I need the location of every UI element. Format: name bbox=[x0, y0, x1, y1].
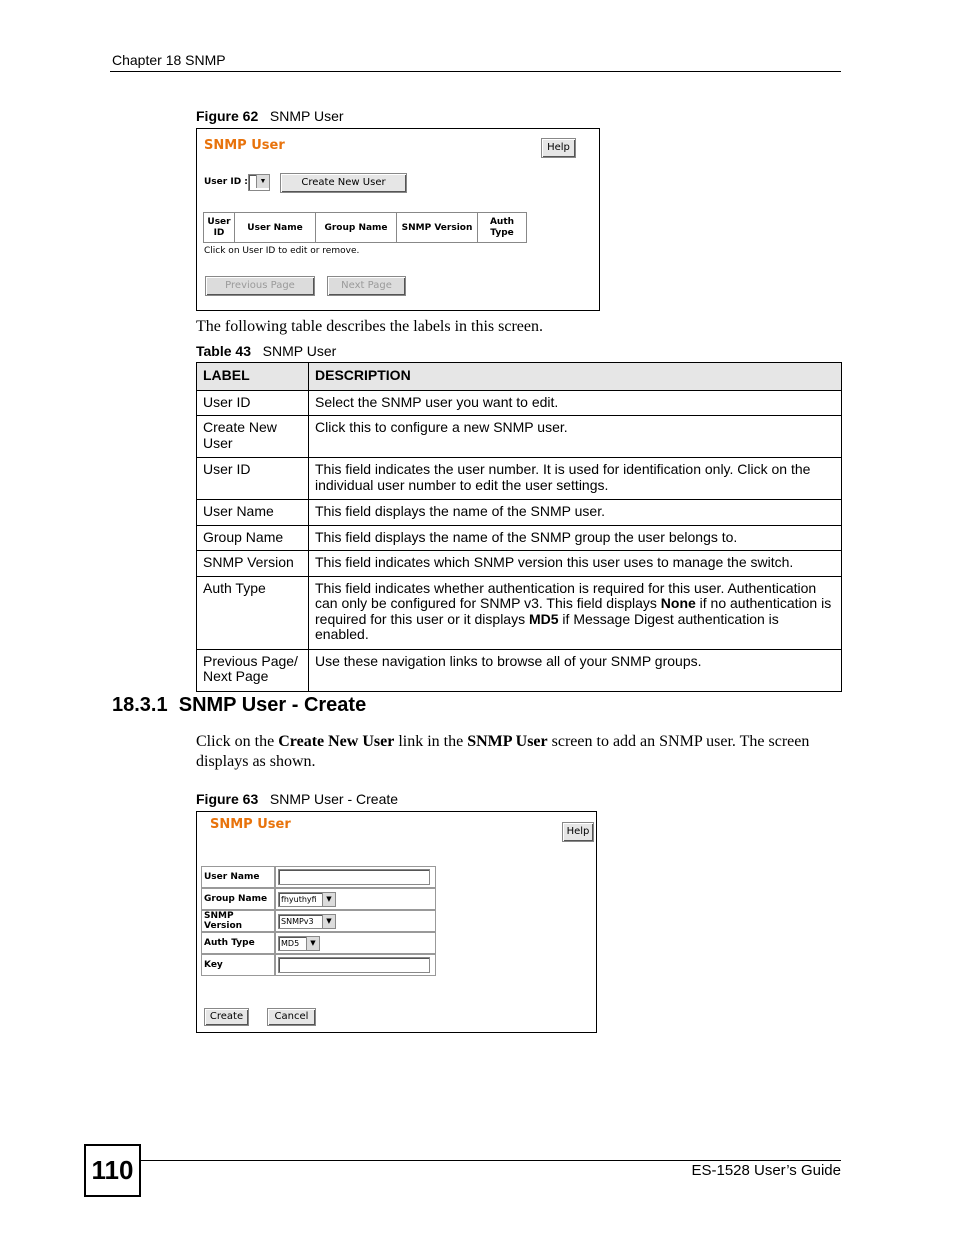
table-row bbox=[197, 458, 842, 500]
create-user-form bbox=[201, 866, 436, 976]
figure-63-caption bbox=[196, 791, 398, 807]
screen-title: SNMP User bbox=[210, 817, 291, 832]
help-button[interactable]: Help bbox=[562, 822, 594, 842]
section-title: SNMP User - Create bbox=[178, 694, 367, 716]
key-input[interactable] bbox=[278, 957, 430, 973]
table-row bbox=[197, 525, 842, 551]
bold-create-new-user: Create New User bbox=[278, 733, 395, 750]
chevron-down-icon: ▼ bbox=[322, 893, 335, 906]
snmp-version-select[interactable]: SNMPv3 ▼ bbox=[278, 914, 336, 929]
snmp-user-screenshot bbox=[196, 128, 600, 311]
chapter-header: Chapter 18 SNMP bbox=[112, 52, 226, 68]
table-row bbox=[197, 576, 842, 649]
create-button[interactable]: Create bbox=[204, 1008, 249, 1026]
guide-title: ES-1528 User’s Guide bbox=[691, 1162, 841, 1179]
column-header-snmp-version: SNMP Version bbox=[397, 213, 478, 243]
row-description: Use these navigation links to browse all of your SNMP groups. bbox=[309, 649, 842, 691]
next-page-button[interactable]: Next Page bbox=[327, 276, 406, 296]
figure-label: Figure 63 bbox=[196, 791, 259, 807]
row-description: Select the SNMP user you want to edit. bbox=[309, 390, 842, 416]
user-id-select[interactable] bbox=[248, 174, 270, 191]
row-label: Create New User bbox=[197, 416, 309, 458]
header-label: LABEL bbox=[197, 363, 309, 391]
label-description-table bbox=[196, 362, 842, 692]
user-id-label: User ID : bbox=[204, 177, 248, 187]
row-label: User ID bbox=[197, 390, 309, 416]
help-button[interactable]: Help bbox=[541, 138, 576, 158]
snmp-version-label: SNMP Version bbox=[201, 910, 275, 932]
group-name-select[interactable]: fhyuthyfi ▼ bbox=[278, 892, 336, 907]
bold-snmp-user: SNMP User bbox=[467, 733, 548, 750]
header-rule bbox=[110, 71, 841, 72]
auth-type-label: Auth Type bbox=[201, 932, 275, 954]
user-name-label: User Name bbox=[201, 866, 275, 888]
section-number: 18.3.1 bbox=[112, 694, 168, 716]
figure-title: SNMP User - Create bbox=[269, 791, 399, 807]
row-description: This field indicates which SNMP version this user uses to manage the switch. bbox=[309, 551, 842, 577]
table-title: SNMP User bbox=[262, 343, 337, 359]
create-new-user-button[interactable]: Create New User bbox=[280, 173, 407, 193]
bold-none: None bbox=[660, 595, 696, 611]
figure-label: Figure 62 bbox=[196, 108, 259, 124]
figure-62-caption bbox=[196, 108, 344, 124]
column-header-user-id: User ID bbox=[204, 213, 235, 243]
column-header-auth-type: Auth Type bbox=[478, 213, 527, 243]
edit-hint: Click on User ID to edit or remove. bbox=[204, 246, 360, 256]
footer-rule bbox=[139, 1160, 841, 1161]
row-label: Previous Page/ Next Page bbox=[197, 649, 309, 691]
snmp-user-list-table bbox=[203, 212, 527, 243]
user-name-input[interactable] bbox=[278, 869, 430, 885]
page-number: 110 bbox=[84, 1144, 141, 1197]
row-label: User Name bbox=[197, 500, 309, 526]
chevron-down-icon: ▼ bbox=[306, 937, 319, 950]
column-header-user-name: User Name bbox=[235, 213, 316, 243]
table-row bbox=[197, 416, 842, 458]
column-header-group-name: Group Name bbox=[316, 213, 397, 243]
chevron-down-icon: ▼ bbox=[256, 175, 269, 188]
row-description: Click this to configure a new SNMP user. bbox=[309, 416, 842, 458]
snmp-user-create-screenshot bbox=[196, 811, 597, 1033]
row-label: User ID bbox=[197, 458, 309, 500]
header-description: DESCRIPTION bbox=[309, 363, 842, 391]
intro-text: The following table describes the labels in this screen. bbox=[196, 318, 544, 335]
screen-title: SNMP User bbox=[204, 138, 285, 153]
row-label: Auth Type bbox=[197, 576, 309, 649]
row-description: This field displays the name of the SNMP group the user belongs to. bbox=[309, 525, 842, 551]
row-description: This field displays the name of the SNMP user. bbox=[309, 500, 842, 526]
row-label: Group Name bbox=[197, 525, 309, 551]
table-row bbox=[197, 649, 842, 691]
table-row bbox=[197, 390, 842, 416]
figure-title: SNMP User bbox=[269, 108, 344, 124]
key-label: Key bbox=[201, 954, 275, 976]
table-43-caption bbox=[196, 343, 336, 359]
auth-type-select[interactable]: MD5 ▼ bbox=[278, 936, 320, 951]
section-paragraph: Click on the Create New User link in the SNMP User screen to add an SNMP user. The screen displays as shown. bbox=[196, 733, 810, 770]
chevron-down-icon: ▼ bbox=[322, 915, 335, 928]
row-label: SNMP Version bbox=[197, 551, 309, 577]
table-row bbox=[197, 500, 842, 526]
table-row bbox=[197, 551, 842, 577]
table-header-row bbox=[197, 363, 842, 391]
section-heading bbox=[112, 694, 366, 717]
row-description: This field indicates the user number. It is used for identification only. Click on the individual user number to edit the user settings. bbox=[309, 458, 842, 500]
cancel-button[interactable]: Cancel bbox=[267, 1008, 316, 1026]
bold-md5: MD5 bbox=[528, 610, 559, 627]
group-name-label: Group Name bbox=[201, 888, 275, 910]
row-description: This field indicates whether authentication is required for this user. Authentication can only be configured for SNMP v3. This field displays None if no authentication is required for this user or it displays MD5 if Message Digest authentication is enabled. bbox=[309, 576, 842, 649]
table-label: Table 43 bbox=[196, 343, 251, 359]
previous-page-button[interactable]: Previous Page bbox=[205, 276, 315, 296]
